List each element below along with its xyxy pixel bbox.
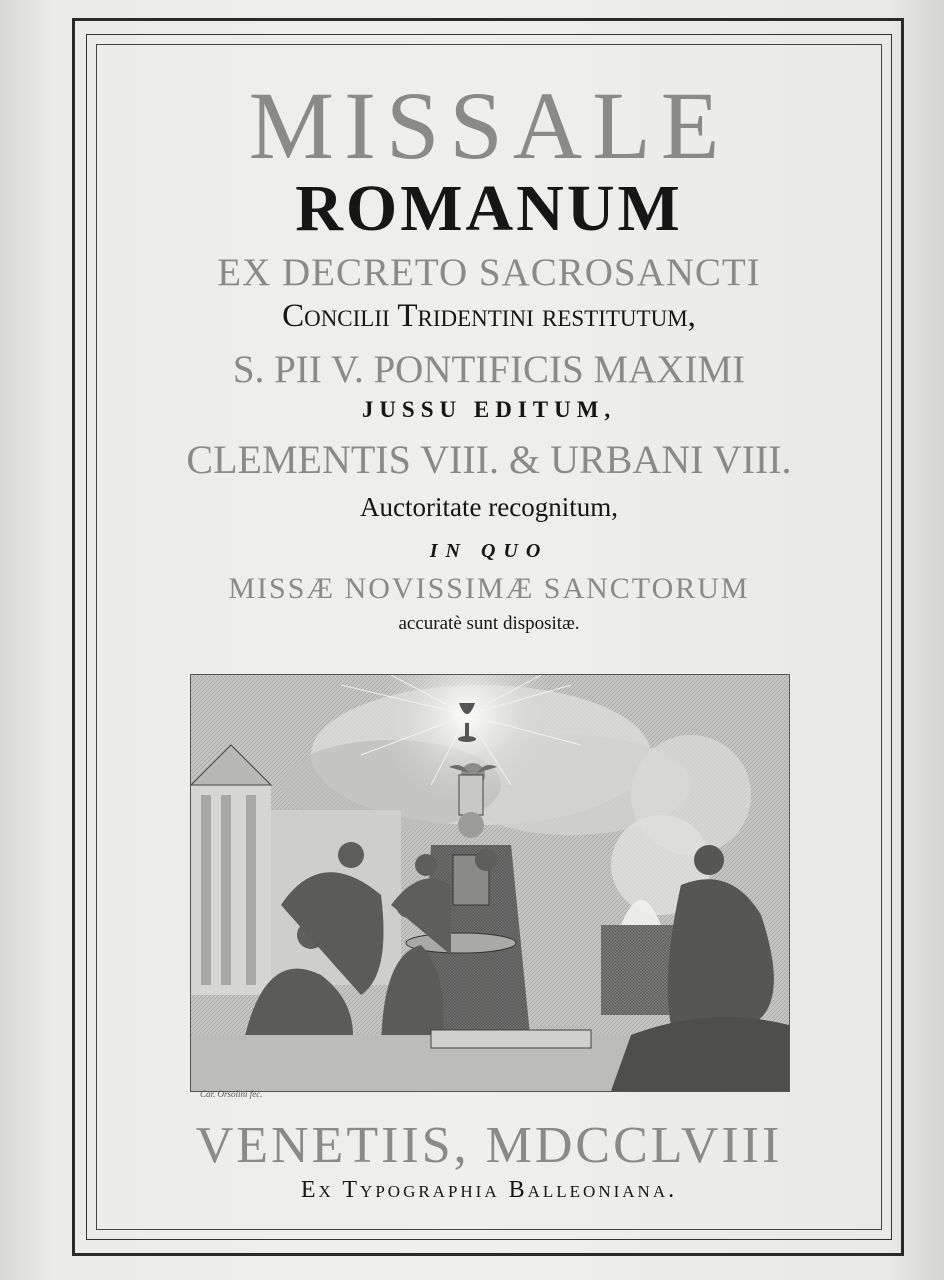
engraver-signature: Car. Orsolini fec. <box>200 1089 263 1099</box>
title-romanum: ROMANUM <box>295 172 683 245</box>
subtitle-accurate: accuratè sunt dispositæ. <box>398 613 580 634</box>
engraving-illustration <box>190 674 790 1092</box>
subtitle-concilii: Concilii Tridentini restitutum, <box>282 298 696 334</box>
subtitle-clementis: CLEMENTIS VIII. & URBANI VIII. <box>186 437 792 482</box>
engraving-scene <box>191 675 789 1091</box>
imprint-printer: Ex Typographia Balleoniana. <box>300 1177 678 1203</box>
subtitle-auctoritate: Auctoritate recognitum, <box>360 492 618 522</box>
subtitle-in-quo: IN QUO <box>429 540 549 562</box>
subtitle-jussu: JUSSU EDITUM, <box>361 397 617 422</box>
title-missale: MISSALE <box>248 72 730 179</box>
subtitle-pii-v: S. PII V. PONTIFICIS MAXIMI <box>232 348 746 391</box>
imprint-place-date: VENETIIS, MDCCLVIII <box>195 1117 783 1174</box>
subtitle-missae: MISSÆ NOVISSIMÆ SANCTORUM <box>228 572 750 605</box>
subtitle-ex-decreto: EX DECRETO SACROSANCTI <box>217 251 761 294</box>
